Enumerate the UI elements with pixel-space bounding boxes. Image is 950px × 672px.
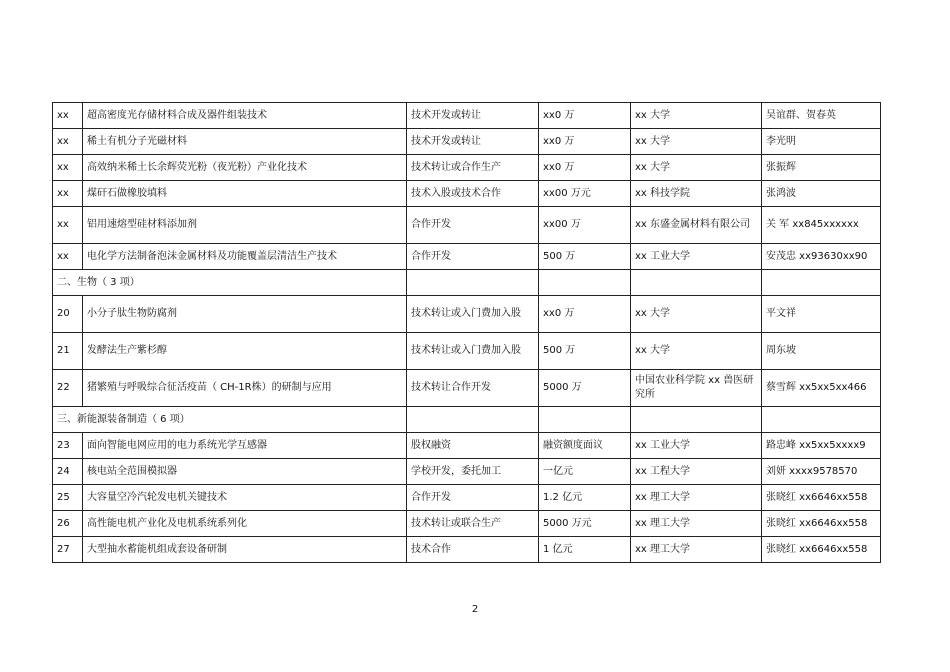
- row-number: 25: [53, 485, 83, 511]
- contact: 关 军 xx845xxxxxx: [762, 207, 881, 244]
- table-row: [53, 485, 881, 511]
- table-row: [53, 459, 881, 485]
- table-row: [53, 244, 881, 270]
- cooperation-mode: 合作开发: [407, 244, 539, 270]
- project-name: 电化学方法制备泡沫金属材料及功能覆盖层清洁生产技术: [83, 244, 407, 270]
- project-name: 稀土有机分子光磁材料: [83, 129, 407, 155]
- contact: 安茂忠 xx93630xx90: [762, 244, 881, 270]
- project-name: 大容量空冷汽轮发电机关键技术: [83, 485, 407, 511]
- investment-amount: xx0 万: [539, 129, 631, 155]
- table-row: [53, 296, 881, 333]
- page-number: 2: [471, 604, 479, 615]
- project-name: 超高密度光存储材料合成及器件组装技术: [83, 103, 407, 129]
- table-row: [53, 207, 881, 244]
- table-row: [53, 370, 881, 407]
- contact: 张鸿波: [762, 181, 881, 207]
- organization: xx 大学: [631, 296, 762, 333]
- project-name: 面向智能电网应用的电力系统光学互感器: [83, 433, 407, 459]
- cooperation-mode: 合作开发: [407, 485, 539, 511]
- table-row: [53, 433, 881, 459]
- row-number: 22: [53, 370, 83, 407]
- row-number: xx: [53, 207, 83, 244]
- table-row: [53, 129, 881, 155]
- organization: xx 大学: [631, 333, 762, 370]
- contact: 平文祥: [762, 296, 881, 333]
- contact: 周东坡: [762, 333, 881, 370]
- project-name: 猪繁殖与呼吸综合征活疫苗（ CH-1R株）的研制与应用: [83, 370, 407, 407]
- organization: xx 理工大学: [631, 537, 762, 563]
- cooperation-mode: 技术转让或合作生产: [407, 155, 539, 181]
- contact: 路忠峰 xx5xx5xxxx9: [762, 433, 881, 459]
- contact: 吴谊群、贺春英: [762, 103, 881, 129]
- investment-amount: xx0 万: [539, 103, 631, 129]
- investment-amount: 融资额度面议: [539, 433, 631, 459]
- cooperation-mode: 技术转让合作开发: [407, 370, 539, 407]
- cooperation-mode: 股权融资: [407, 433, 539, 459]
- row-number: 27: [53, 537, 83, 563]
- organization: xx 理工大学: [631, 485, 762, 511]
- table-row: [53, 333, 881, 370]
- contact: 张晓红 xx6646xx558: [762, 511, 881, 537]
- organization: xx 东盛金属材料有限公司: [631, 207, 762, 244]
- project-name: 小分子肽生物防腐剂: [83, 296, 407, 333]
- cooperation-mode: 技术转让或入门费加入股: [407, 296, 539, 333]
- contact: 张振辉: [762, 155, 881, 181]
- organization: xx 工业大学: [631, 244, 762, 270]
- organization: xx 科技学院: [631, 181, 762, 207]
- row-number: xx: [53, 103, 83, 129]
- investment-amount: xx00 万元: [539, 181, 631, 207]
- row-number: xx: [53, 181, 83, 207]
- investment-amount: 1 亿元: [539, 537, 631, 563]
- investment-amount: 5000 万: [539, 370, 631, 407]
- row-number: 20: [53, 296, 83, 333]
- section-heading-energy: 三、新能源装备制造（ 6 项）: [53, 407, 407, 433]
- row-number: 24: [53, 459, 83, 485]
- organization: xx 大学: [631, 155, 762, 181]
- row-number: 23: [53, 433, 83, 459]
- organization: xx 工程大学: [631, 459, 762, 485]
- contact: 刘妍 xxxx9578570: [762, 459, 881, 485]
- contact: 李光明: [762, 129, 881, 155]
- cooperation-mode: 技术开发或转让: [407, 129, 539, 155]
- investment-amount: xx0 万: [539, 296, 631, 333]
- project-name: 核电站全范围模拟器: [83, 459, 407, 485]
- cooperation-mode: 技术入股或技术合作: [407, 181, 539, 207]
- section-row: [53, 270, 881, 296]
- cooperation-mode: 技术合作: [407, 537, 539, 563]
- investment-amount: 500 万: [539, 333, 631, 370]
- row-number: xx: [53, 155, 83, 181]
- row-number: xx: [53, 129, 83, 155]
- contact: 张晓红 xx6646xx558: [762, 537, 881, 563]
- project-name: 大型抽水蓄能机组成套设备研制: [83, 537, 407, 563]
- cooperation-mode: 学校开发，委托加工: [407, 459, 539, 485]
- table-row: [53, 103, 881, 129]
- investment-amount: xx00 万: [539, 207, 631, 244]
- contact: 张晓红 xx6646xx558: [762, 485, 881, 511]
- organization: 中国农业科学院 xx 兽医研究所: [631, 370, 762, 407]
- project-name: 铝用速熔型硅材料添加剂: [83, 207, 407, 244]
- row-number: 26: [53, 511, 83, 537]
- table-row: [53, 181, 881, 207]
- investment-amount: 一亿元: [539, 459, 631, 485]
- investment-amount: xx0 万: [539, 155, 631, 181]
- cooperation-mode: 技术转让或联合生产: [407, 511, 539, 537]
- project-name: 高性能电机产业化及电机系统系列化: [83, 511, 407, 537]
- organization: xx 理工大学: [631, 511, 762, 537]
- row-number: xx: [53, 244, 83, 270]
- table-row: [53, 537, 881, 563]
- project-name: 煤矸石做橡胶填料: [83, 181, 407, 207]
- investment-amount: 1.2 亿元: [539, 485, 631, 511]
- cooperation-mode: 技术开发或转让: [407, 103, 539, 129]
- organization: xx 大学: [631, 129, 762, 155]
- cooperation-mode: 技术转让或入门费加入股: [407, 333, 539, 370]
- project-name: 高效纳米稀土长余辉荧光粉（夜光粉）产业化技术: [83, 155, 407, 181]
- investment-amount: 500 万: [539, 244, 631, 270]
- investment-amount: 5000 万元: [539, 511, 631, 537]
- project-table: [52, 102, 881, 563]
- organization: xx 工业大学: [631, 433, 762, 459]
- section-heading-bio: 二、生物（ 3 项）: [53, 270, 407, 296]
- organization: xx 大学: [631, 103, 762, 129]
- cooperation-mode: 合作开发: [407, 207, 539, 244]
- row-number: 21: [53, 333, 83, 370]
- project-name: 发酵法生产紫杉醇: [83, 333, 407, 370]
- contact: 蔡雪辉 xx5xx5xx466: [762, 370, 881, 407]
- section-row: [53, 407, 881, 433]
- table-row: [53, 155, 881, 181]
- table-row: [53, 511, 881, 537]
